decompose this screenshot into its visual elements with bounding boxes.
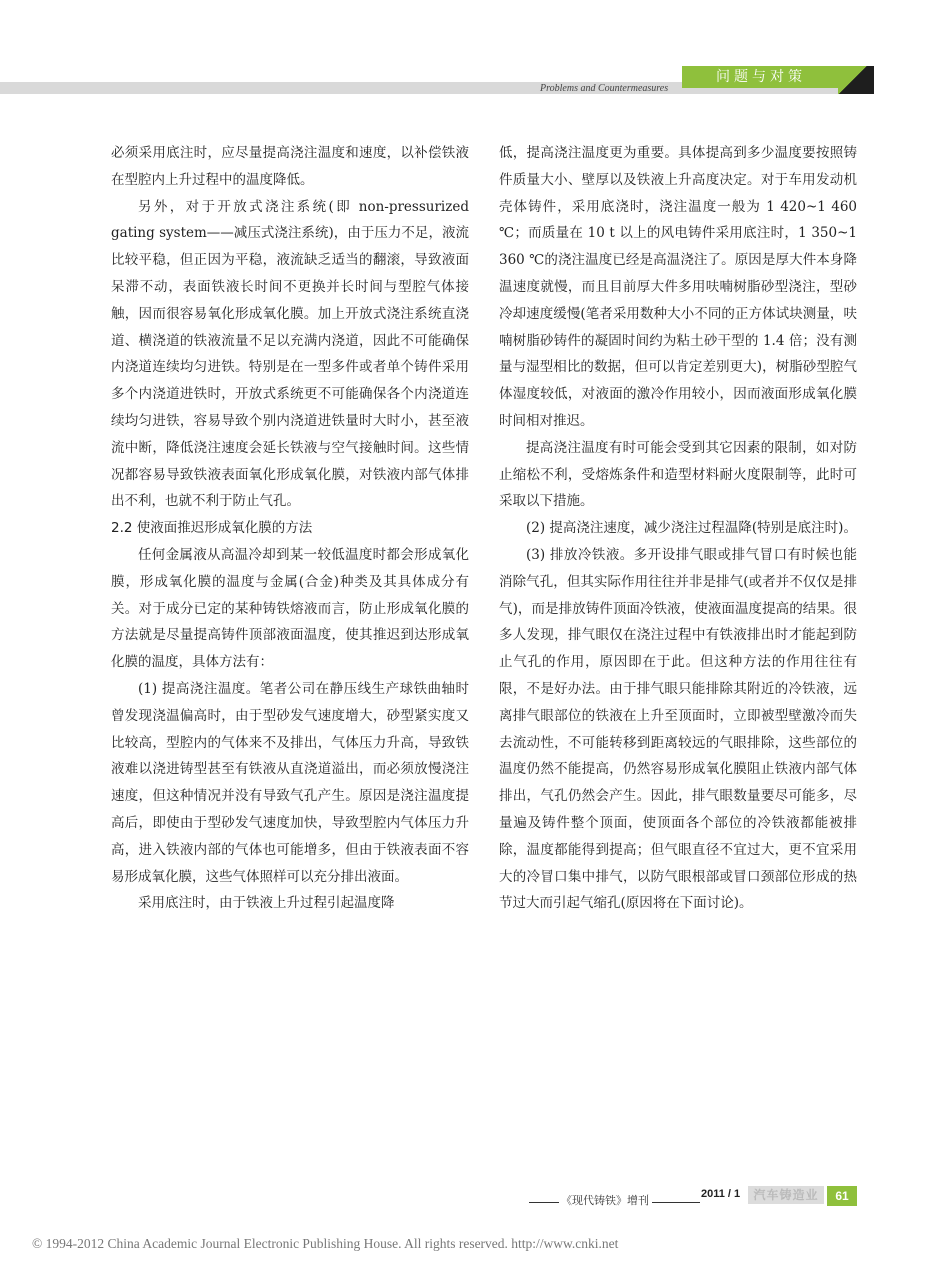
paragraph: 必须采用底注时，应尽量提高浇注温度和速度，以补偿铁液在型腔内上升过程中的温度降低。: [111, 145, 469, 188]
paragraph: (3) 排放冷铁液。多开设排气眼或排气冒口有时候也能消除气孔，但其实际作用往往并非是排气(或者并不仅仅是排气)，而是排放铸件顶面冷铁液，使液面温度提高的结果。很多人发现，排气眼仅在浇注过程中有铁液排出时才能起到防止气孔的作用，原因即在于此。但这种方法的作用往往有限，不是好办法。由于排气眼只能排除其附近的冷铁液，远离排气眼部位的铁液在上升至顶面时，立即被型壁激冷而失去流动性，不可能转移到距离较远的气眼排除，这些部位的温度仍然不能提高，仍然容易形成氧化膜阻止铁液内部气体排出，气孔仍然会产生。因此，排气眼数量要尽可能多，尽量遍及铸件整个顶面，使顶面各个部位的冷铁液都能被排除，温度都能得到提高；但气眼直径不宜过大，更不宜采用大的冷冒口集中排气，以防气眼根部或冒口颈部位形成的热节过大而引起气缩孔(原因将在下面讨论)。: [499, 546, 857, 912]
paragraph: 低，提高浇注温度更为重要。具体提高到多少温度要按照铸件质量大小、壁厚以及铁液上升高度决定。对于车用发动机壳体铸件，采用底浇时，浇注温度一般为 1 420~1 460 ℃；而质量在 10 t 以上的风电铸件采用底注时，1 350~1 360 ℃的浇注温度已经是高温浇注了。原因是厚大件本身降温速度就慢，而且目前厚大件多用呋喃树脂砂型浇注，型砂冷却速度缓慢(笔者采用数种大小不同的正方体试块测量，呋喃树脂砂铸件的凝固时间约为粘土砂干型的 1.4 倍；没有测量与湿型相比的数据，但可以肯定差别更大)，树脂砂型腔气体湿度较低，对液面的激冷作用较小，因而液面形成氧化膜时间相对推迟。: [499, 145, 857, 429]
paragraph: 提高浇注温度有时可能会受到其它因素的限制，如对防止缩松不利，受熔炼条件和造型材料耐火度限制等，此时可采取以下措施。: [499, 439, 857, 510]
section-heading: 2.2 使液面推迟形成氧化膜的方法: [111, 520, 313, 537]
page-number: 61: [827, 1186, 857, 1206]
section-tab-label: 问题与对策: [716, 69, 806, 85]
paragraph: 采用底注时，由于铁液上升过程引起温度降: [138, 895, 395, 912]
right-column: [499, 140, 857, 917]
section-tab-corner: [838, 66, 874, 94]
paragraph: (1) 提高浇注温度。笔者公司在静压线生产球铁曲轴时曾发现浇温偏高时，由于型砂发气速度增大，砂型紧实度又比较高，型腔内的气体来不及排出，气体压力升高，导致铁液难以浇进铸型甚至有铁液从直浇道溢出，而必须放慢浇注速度，但这种情况并没有导致气孔产生。原因是浇注温度提高后，即使由于型砂发气速度加快，导致型腔内气体压力升高，进入铁液内部的气体也可能增多，但由于铁液表面不容易形成氧化膜，这些气体照样可以充分排出液面。: [111, 680, 469, 885]
footer-journal-name: 《现代铸铁》增刊: [561, 1194, 649, 1207]
paragraph: 任何金属液从高温冷却到某一较低温度时都会形成氧化膜，形成氧化膜的温度与金属(合金)种类及其具体成分有关。对于成分已定的某种铸铁熔液而言，防止形成氧化膜的方法就是尽量提高铸件顶部液面温度，使其推迟到达形成氧化膜的温度，具体方法有：: [111, 546, 469, 671]
paragraph: (2) 提高浇注速度，减少浇注过程温降(特别是底注时)。: [526, 520, 857, 537]
header-english-title: Problems and Countermeasures: [540, 83, 669, 94]
copyright-notice: © 1994-2012 China Academic Journal Electronic Publishing House. All rights reserved. http://www.cnki.net: [32, 1236, 619, 1251]
left-column: [111, 140, 469, 917]
footer-rule-left: [529, 1202, 559, 1203]
paragraph: 另外，对于开放式浇注系统(即 non-pressurized gating system——减压式浇注系统)，由于压力不足，液流比较平稳，但正因为平稳，液流缺乏适当的翻滚，导致液面呆滞不动，表面铁液长时间不更换并长时间与型腔气体接触，因而很容易氧化形成氧化膜。加上开放式浇注系统直浇道、横浇道的铁液流量不足以充满内浇道，因此不可能确保内浇道连续均匀进铁。特别是在一型多件或者单个铸件采用多个内浇道进铁时，开放式系统更不可能确保各个内浇道连续均匀进铁，容易导致个别内浇道进铁量时大时小，甚至液流中断，降低浇注速度会延长铁液与空气接触时间。这些情况都容易导致铁液表面氧化形成氧化膜，对铁液内部气体排出不利，也就不利于防止气孔。: [111, 198, 469, 510]
footer-rule-right: [652, 1202, 700, 1203]
footer-issue-date: 2011 / 1: [701, 1188, 741, 1200]
footer-badge-label: 汽车铸造业: [753, 1188, 819, 1202]
